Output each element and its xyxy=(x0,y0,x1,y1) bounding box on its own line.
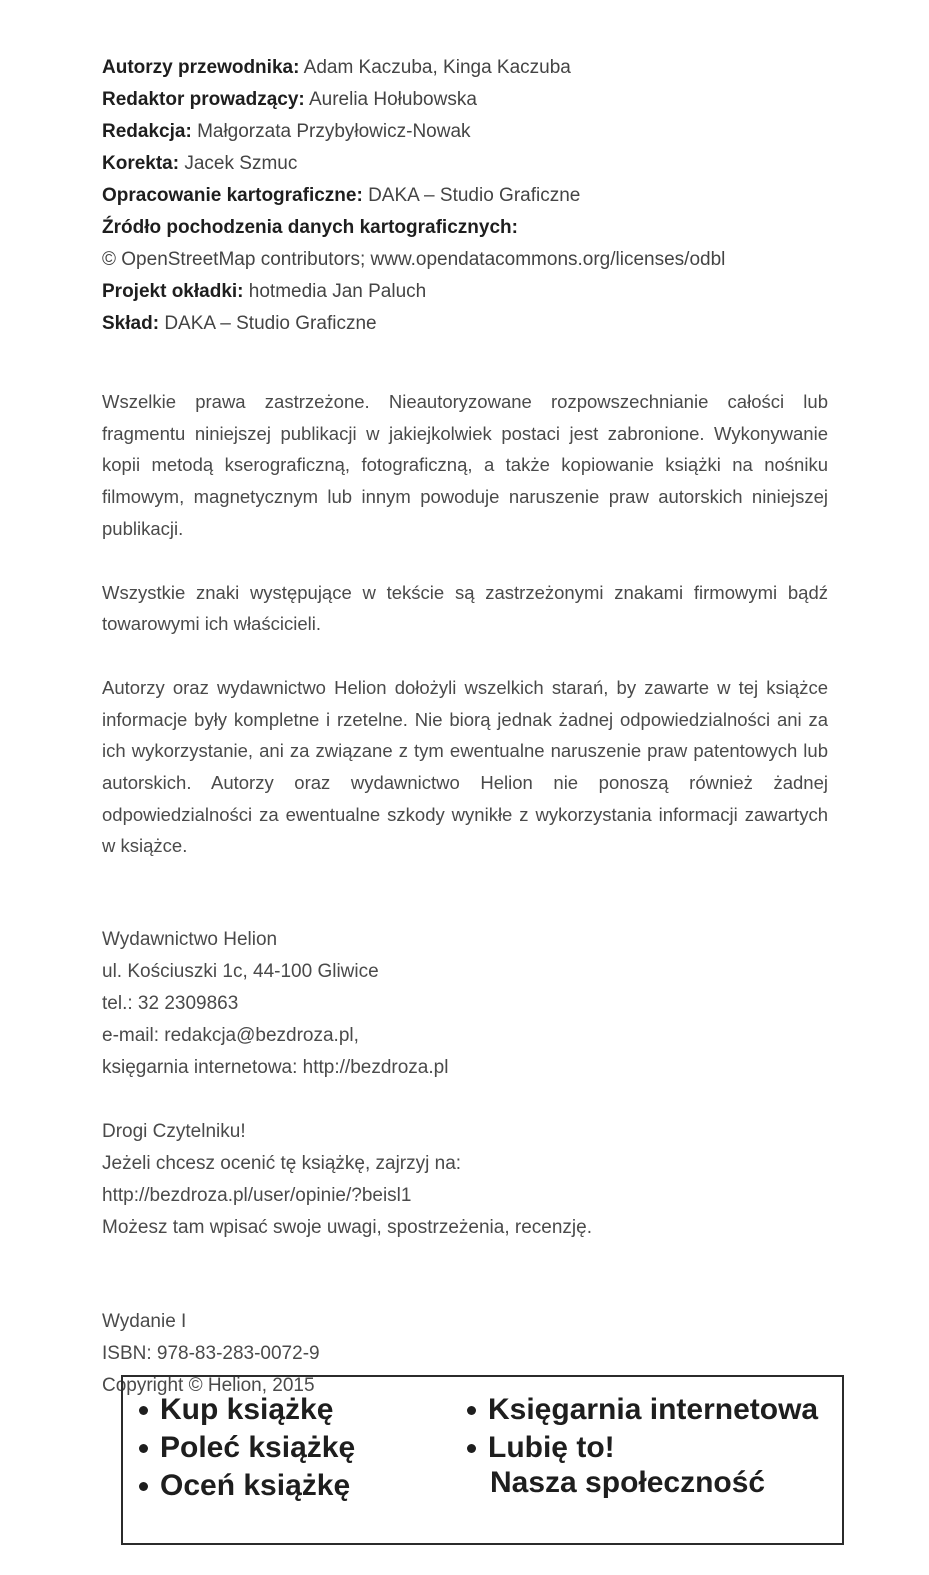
credit-label: Korekta: xyxy=(102,153,180,174)
credit-map-data-license xyxy=(102,244,828,276)
publisher-block xyxy=(102,924,828,1084)
publisher-phone: tel.: 32 2309863 xyxy=(102,993,239,1015)
credit-label: Źródło pochodzenia danych kartograficznych: xyxy=(102,217,518,238)
isbn: ISBN: 978-83-283-0072-9 xyxy=(102,1343,320,1365)
trademarks-paragraph: Wszystkie znaki występujące w tekście są zastrzeżonymi znakami firmowymi bądź towarowymi ich właścicieli. xyxy=(102,581,828,635)
bullet-icon xyxy=(467,1406,476,1415)
credit-label: Projekt okładki: xyxy=(102,281,244,302)
promo-column-left xyxy=(137,1391,355,1505)
reader-url: http://bezdroza.pl/user/opinie/?beisl1 xyxy=(102,1185,412,1207)
credit-authors xyxy=(102,52,828,84)
credit-label: Autorzy przewodnika: xyxy=(102,57,300,78)
credit-value: Małgorzata Przybyłowicz-Nowak xyxy=(197,121,471,142)
credit-label: Redaktor prowadzący: xyxy=(102,89,305,110)
promo-label: Kup książkę xyxy=(160,1393,334,1426)
credit-value: Jacek Szmuc xyxy=(184,153,298,174)
credits-block xyxy=(102,52,828,340)
reader-greeting: Drogi Czytelniku! xyxy=(102,1121,246,1143)
publisher-name: Wydawnictwo Helion xyxy=(102,929,278,951)
reader-note: Możesz tam wpisać swoje uwagi, spostrzeżenia, recenzję. xyxy=(102,1217,592,1239)
publisher-email: e-mail: redakcja@bezdroza.pl, xyxy=(102,1025,359,1047)
credit-value: Adam Kaczuba, Kinga Kaczuba xyxy=(303,57,571,78)
credit-value: © OpenStreetMap contributors; www.opendatacommons.org/licenses/odbl xyxy=(102,249,726,270)
bullet-icon xyxy=(139,1444,148,1453)
credit-lead-editor xyxy=(102,84,828,116)
promo-column-right xyxy=(465,1391,818,1499)
reader-prompt: Jeżeli chcesz ocenić tę książkę, zajrzyj na: xyxy=(102,1153,462,1175)
promo-label: Oceń książkę xyxy=(160,1469,351,1502)
credit-value: DAKA – Studio Graficzne xyxy=(164,313,377,334)
buy-book-link[interactable] xyxy=(137,1391,355,1429)
credit-proofreading xyxy=(102,148,828,180)
publisher-shop: księgarnia internetowa: http://bezdroza.pl xyxy=(102,1057,449,1079)
copyright: Copyright © Helion, 2015 xyxy=(102,1375,315,1397)
edition-number: Wydanie I xyxy=(102,1311,187,1333)
bullet-icon xyxy=(467,1444,476,1453)
credit-label: Skład: xyxy=(102,313,160,334)
rights-paragraph: Wszelkie prawa zastrzeżone. Nieautoryzowane rozpowszechnianie całości lub fragmentu niniejszej publikacji w jakiejkolwiek postaci jest zabronione. Wykonywanie kopii metodą kserograficzną, fotograficzną, a także kopiowanie książki na nośniku filmowym, magnetycznym lub innym powoduje naruszenie praw autorskich niniejszej publikacji. xyxy=(102,391,828,539)
promo-label: Poleć książkę xyxy=(160,1431,356,1464)
credit-value: hotmedia Jan Paluch xyxy=(248,281,427,302)
rate-book-link[interactable] xyxy=(137,1467,355,1505)
credit-editing xyxy=(102,116,828,148)
recommend-book-link[interactable] xyxy=(137,1429,355,1467)
credit-label: Redakcja: xyxy=(102,121,192,142)
promo-box xyxy=(121,1375,844,1545)
credit-value: DAKA – Studio Graficzne xyxy=(368,185,581,206)
publisher-address: ul. Kościuszki 1c, 44-100 Gliwice xyxy=(102,961,379,983)
imprint-page xyxy=(102,52,828,1402)
like-link[interactable] xyxy=(465,1429,818,1467)
credit-value: Aurelia Hołubowska xyxy=(308,89,477,110)
credit-cover-design xyxy=(102,276,828,308)
disclaimer-paragraph: Autorzy oraz wydawnictwo Helion dołożyli wszelkich starań, by zawarte w tej książce informacje były kompletne i rzetelne. Nie biorą jednak żadnej odpowiedzialności ani za ich wykorzystanie, ani za związane z tym ewentualne naruszenie praw patentowych lub autorskich. Autorzy oraz wydawnictwo Helion nie ponoszą również żadnej odpowiedzialności za ewentualne szkody wynikłe z wykorzystania informacji zawartych w książce. xyxy=(102,676,828,857)
bullet-icon xyxy=(139,1406,148,1415)
credit-cartography xyxy=(102,180,828,212)
promo-label: Księgarnia internetowa xyxy=(488,1393,819,1426)
promo-label: Lubię to! xyxy=(488,1431,615,1464)
bookstore-link[interactable] xyxy=(465,1391,818,1429)
credit-typesetting xyxy=(102,308,828,340)
credit-map-data-source xyxy=(102,212,828,244)
credit-label: Opracowanie kartograficzne: xyxy=(102,185,363,206)
reader-block xyxy=(102,1116,828,1244)
bullet-icon xyxy=(139,1482,148,1491)
community-link[interactable]: Nasza społeczność xyxy=(490,1466,766,1499)
